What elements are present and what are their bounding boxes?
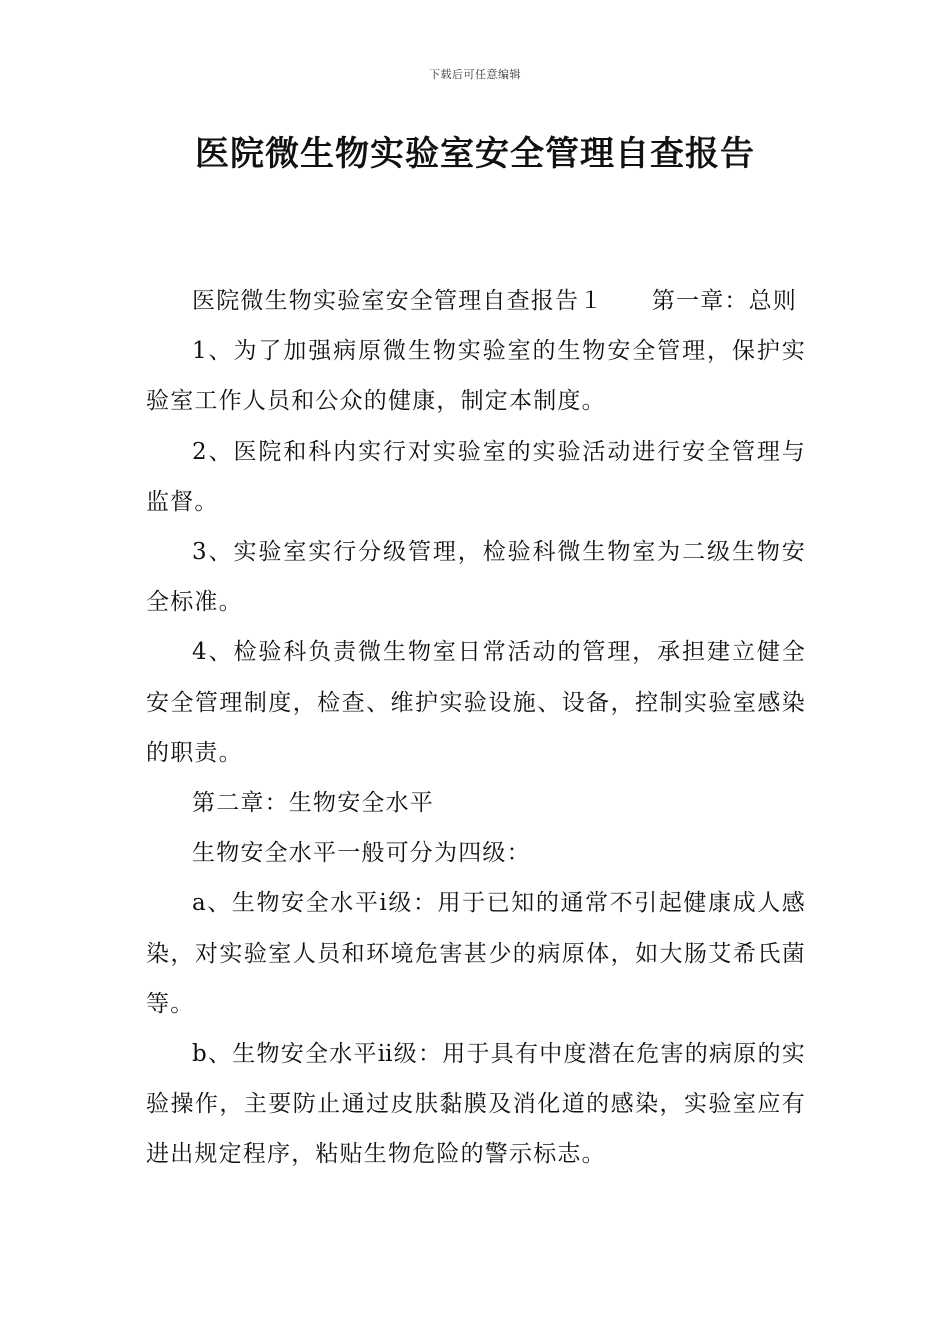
header-note: 下载后可任意编辑: [429, 68, 521, 81]
paragraph: b、生物安全水平ⅱ级：用于具有中度潜在危害的病原的实验操作，主要防止通过皮肤黏膜及消化道的感染，实验室应有进出规定程序，粘贴生物危险的警示标志。: [146, 1041, 806, 1168]
document-body: [146, 276, 806, 1180]
paragraph: 医院微生物实验室安全管理自查报告１ 第一章：总则: [192, 288, 797, 314]
paragraph: a、生物安全水平ⅰ级：用于已知的通常不引起健康成人感染，对实验室人员和环境危害甚少的病原体，如大肠艾希氏菌等。: [146, 890, 806, 1017]
paragraph: 4、检验科负责微生物室日常活动的管理，承担建立健全安全管理制度，检查、维护实验设施、设备，控制实验室感染的职责。: [146, 639, 806, 766]
section-heading: 第二章：生物安全水平: [192, 790, 434, 817]
paragraph: 2、医院和科内实行对实验室的实验活动进行安全管理与监督。: [146, 438, 806, 515]
paragraph: 生物安全水平一般可分为四级：: [192, 840, 531, 867]
paragraph: 3、实验室实行分级管理，检验科微生物室为二级生物安全标准。: [146, 539, 806, 616]
paragraph: 1、为了加强病原微生物实验室的生物安全管理，保护实验室工作人员和公众的健康，制定本制度。: [146, 338, 806, 415]
document-title: 医院微生物实验室安全管理自查报告: [195, 134, 755, 174]
